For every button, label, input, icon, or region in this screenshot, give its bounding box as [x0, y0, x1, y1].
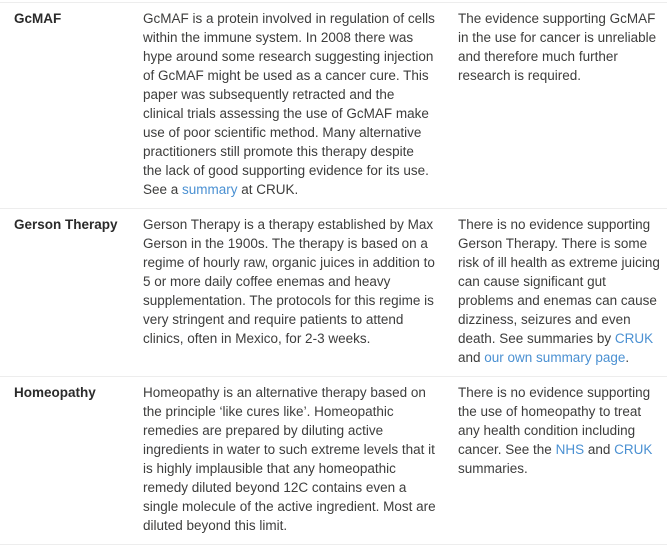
text-segment: GcMAF is a protein involved in regulation of cells within the immune system. In 2008 there was hype around some research suggesting injection of GcMAF might be used as a cancer cure. This paper was subsequently retracted and the clinical trials assessing the use of GcMAF make use of poor scientific method. Many alternative practitioners still promote this therapy despite the lack of good supporting evidence for its use. See a — [143, 11, 435, 197]
table-row-homeopathy — [0, 377, 667, 545]
text-segment: at CRUK. — [237, 182, 299, 197]
text-segment: Homeopathy is an alternative therapy based on the principle ‘like cures like’. Homeopathic remedies are prepared by diluting active ingredients in water to such extreme levels that it is highly implausible that any homeopathic remedy diluted beyond 12C contains even a single molecule of the active ingredient. Most are diluted beyond this limit. — [143, 385, 436, 533]
nhs-link[interactable]: NHS — [555, 442, 585, 457]
therapy-description — [143, 383, 458, 535]
cruk-link[interactable]: CRUK — [614, 331, 654, 346]
therapy-evidence — [458, 215, 667, 367]
therapy-name: Gerson Therapy — [14, 217, 118, 232]
therapies-table — [0, 2, 667, 545]
cruk-link[interactable]: CRUK — [614, 442, 653, 457]
text-segment: There is no evidence supporting the use of homeopathy to treat any health condition including cancer. See the — [458, 385, 651, 457]
text-segment: summaries. — [458, 461, 528, 476]
summary-link[interactable]: summary — [182, 182, 238, 197]
text-segment: . — [625, 350, 630, 365]
text-segment: and — [458, 350, 485, 365]
therapy-evidence — [458, 383, 667, 535]
therapy-name: GcMAF — [14, 11, 62, 26]
text-segment: and — [584, 442, 615, 457]
text-segment: The evidence supporting GcMAF in the use for cancer is unreliable and therefore much further research is required. — [458, 11, 657, 83]
own-summary-page-link[interactable]: our own summary page — [484, 350, 626, 365]
text-segment: Gerson Therapy is a therapy established by Max Gerson in the 1900s. The therapy is based on a regime of hourly raw, organic juices in addition to 5 or more daily coffee enemas and heavy supplementation. The protocols for this regime is very stringent and require patients to attend clinics, often in Mexico, for 2-3 weeks. — [143, 217, 435, 346]
therapy-name: Homeopathy — [14, 385, 96, 400]
table-row-gerson-therapy — [0, 209, 667, 377]
therapy-description — [143, 215, 458, 367]
therapy-description — [143, 9, 458, 199]
table-row-gcmaf — [0, 3, 667, 209]
text-segment: There is no evidence supporting Gerson Therapy. There is some risk of ill health as extreme juicing can cause significant gut problems and enemas can cause dizziness, seizures and even death. See summaries by — [458, 217, 660, 346]
therapy-evidence — [458, 9, 667, 199]
